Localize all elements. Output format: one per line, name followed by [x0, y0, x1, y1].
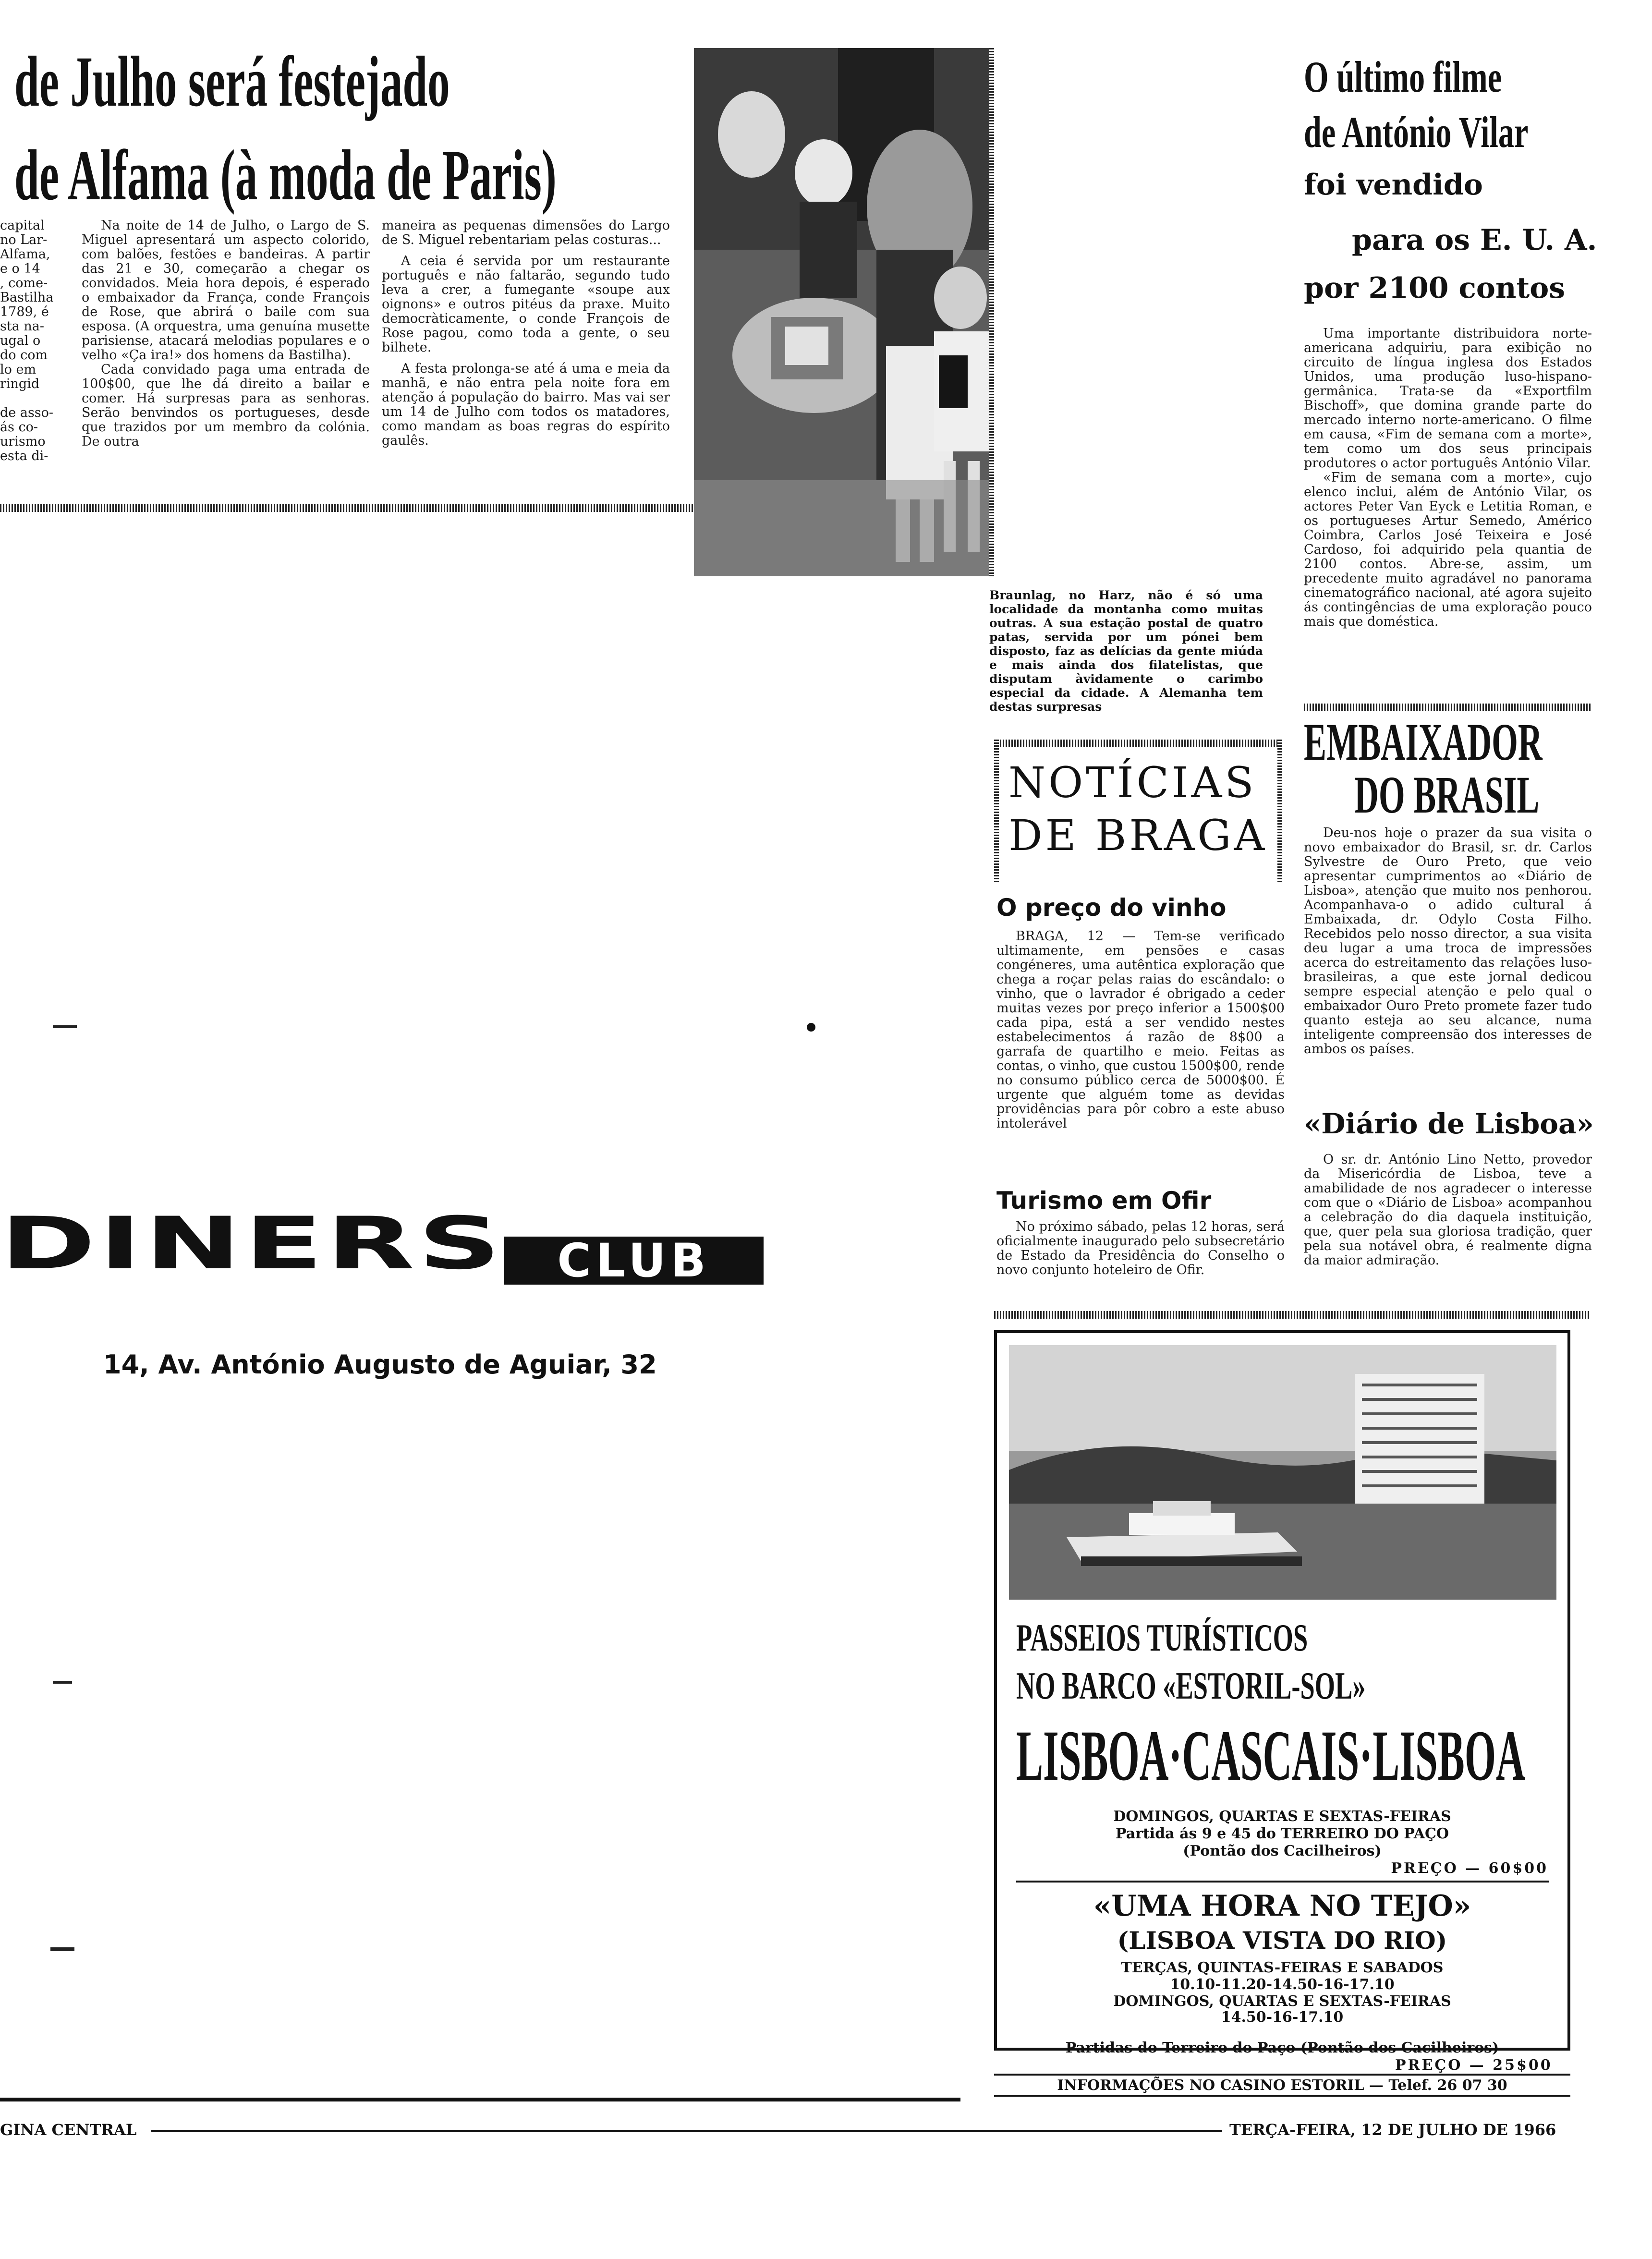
article-paragraph: Cada convidado paga uma entrada de 100$00, que lhe dá direito a bailar e comer. Há surpresas para as senhoras. Serão benvindos os portugueses, desde que trazidos por um membro da colónia. De outra: [82, 362, 370, 449]
estoril-ad: [994, 1330, 1570, 2051]
diners-logo-text: DINERS: [0, 1202, 504, 1286]
article-paragraph: Na noite de 14 de Julho, o Largo de S. Miguel apresentará um aspecto colorido, com balões, festões e bandeiras. A partir das 21 e 30, começarão a chegar os convidados. Meia hora depois, é esperado o embaixador da França, conde François de Rose, que abrirá o baile com sua esposa. (A orquestra, uma genuína musette parisiense, atacará melodias populares e o velho «Ça ira!» dos homens da Bastilha).: [82, 218, 370, 363]
braga-box-line1: NOTÍCIAS: [1008, 758, 1257, 807]
braga-box-line2: DE BRAGA: [1008, 811, 1268, 860]
diners-address: 14, Av. António Augusto de Aguiar, 32: [103, 1349, 657, 1380]
ad-divider: [994, 2095, 1570, 2097]
article-cut-line: [0, 391, 58, 406]
article-cut-line: capital: [0, 218, 45, 233]
diario-body: [1304, 1153, 1592, 1268]
ad-line-days-2: TERÇAS, QUINTAS-FEIRAS E SABADOS: [1121, 1959, 1444, 1976]
braga-subhead-ofir: Turismo em Ofir: [996, 1187, 1212, 1215]
article-paragraph: No próximo sábado, pelas 12 horas, será oficialmente inaugurado pelo subsecretário de Estado da Presidência do Conselho o novo conjunto hoteleiro de Ofir.: [996, 1219, 1285, 1277]
vilar-title-1: O último filme: [1304, 52, 1502, 101]
article-paragraph: BRAGA, 12 — Tem-se verificado ultimamente, em pensões e casas congéneres, uma autêntica exploração que chega a roçar pelas raias do escândalo: o vinho, que o lavrador é obrigado a ceder muitas vezes por preço inferior a 1500$00 cada pipa, está a ser vendido nestes estabelecimentos á razão de 8$00 a garrafa de quartilho e meio. Feitas as contas, o vinho, que custou 1500$00, rende no consumo público cerca de 5000$00. É urgente que alguém tome as devidas providências para pôr cobro a este abuso intolerável: [996, 929, 1285, 1131]
article-cut-line: e o 14: [0, 261, 40, 276]
ad-price-2: PREÇO — 25$00: [1395, 2057, 1553, 2074]
club-logo-box: [504, 1234, 764, 1287]
section-rule: [1304, 704, 1592, 711]
vilar-title-2: de António Vilar: [1304, 108, 1529, 157]
footer-left: GINA CENTRAL: [0, 2121, 137, 2139]
ad-line-days-3: DOMINGOS, QUARTAS E SEXTAS-FEIRAS: [1113, 1993, 1451, 2010]
article-cut-line: ringid: [0, 376, 40, 391]
column-rule: [989, 48, 994, 576]
article-paragraph: O sr. dr. António Lino Netto, provedor da Misericórdia de Lisboa, teve a amabilidade de nos agradecer o interesse com que o «Diário de Lisboa» acompanhou a celebração do dia daquela instituição, que, quer pela sua gloriosa tradição, quer pela sua notável obra, é realmente digna da maior admiração.: [1304, 1152, 1592, 1268]
photo-caption: Braunlag, no Harz, não é só uma localidade da montanha como muitas outras. A sua estação postal de quatro patas, servida por um pónei bem disposto, faz as delícias da gente miúda e mais ainda dos filatelistas, que disputam àvidamente o carimbo especial da cidade. A Alemanha tem destas surpresas: [989, 588, 1263, 714]
ad-bottom-rule: [0, 2098, 960, 2101]
vilar-title-5: por 2100 contos: [1304, 271, 1566, 305]
article-paragraph: A ceia é servida por um restaurante português e não faltarão, segundo tudo leva a crer, a fumegante «soupe aux oignons» e outros pitéus da praxe. Muito democràticamente, o conde François de Rose pagou, como toda a gente, o seu bilhete.: [382, 254, 670, 355]
braga-body-2: [996, 1220, 1285, 1277]
print-speck: [807, 1023, 815, 1032]
embaixador-title-2: DO BRASIL: [1354, 765, 1540, 824]
footer-rule: [151, 2130, 1222, 2132]
article-paragraph: A festa prolonga-se até á uma e meia da manhã, e não entra pela noite fora em atenção á população do bairro. Mas vai ser um 14 de Julho com todos os matadores, como mandam as boas regras do espírito gaulês.: [382, 361, 670, 448]
ad-line-passeios: PASSEIOS TURÍSTICOS: [1016, 1617, 1308, 1659]
ad-line-barco: NO BARCO «ESTORIL-SOL»: [1016, 1665, 1366, 1707]
headline-line2: de Alfama (à moda de Paris): [14, 135, 557, 215]
vilar-title-3: foi vendido: [1304, 168, 1483, 202]
ad-divider: [1016, 1881, 1549, 1882]
ad-line-times-2: 14.50-16-17.10: [1221, 2009, 1344, 2026]
braga-body-1: [996, 929, 1285, 1131]
ad-line-partidas: Partidas do Terreiro do Paço (Pontão dos Cacilheiros): [1065, 2040, 1499, 2056]
article-cut-line: ás co-: [0, 420, 38, 435]
article-cut-line: ugal o: [0, 333, 41, 348]
hotel-photo: [1009, 1345, 1556, 1600]
club-logo-text: CLUB: [557, 1234, 711, 1287]
braga-subhead-wine: O preço do vinho: [996, 894, 1227, 922]
article-cut-line: sta na-: [0, 319, 44, 334]
ad-line-departure: Partida ás 9 e 45 do TERREIRO DO PAÇO: [1115, 1825, 1449, 1842]
article-cut-line: de asso-: [0, 405, 54, 420]
vilar-title-4: para os E. U. A.: [1352, 223, 1597, 257]
article-cut-line: Bastilha: [0, 290, 54, 305]
ad-line-route: LISBOA·CASCAIS·LISBOA: [1016, 1716, 1525, 1796]
ad-line-days-1: DOMINGOS, QUARTAS E SEXTAS-FEIRAS: [1113, 1808, 1451, 1825]
article-paragraph: «Fim de semana com a morte», cujo elenco inclui, além de António Vilar, os actores Peter Van Eyck e Letitia Roman, e os portugueses Artur Semedo, Américo Coimbra, Carlos José Teixeira e José Cardoso, foi adquirido pela quantia de 2100 contos. Abre-se, assim, um precedente muito agradável no panorama cinematográfico nacional, até agora sujeito ás contingências de uma exploração pouco mais que doméstica.: [1304, 470, 1592, 629]
article-cut-line: , come-: [0, 276, 48, 291]
ad-line-hora-tejo: «UMA HORA NO TEJO»: [1093, 1889, 1471, 1923]
ad-line-info: INFORMAÇÕES NO CASINO ESTORIL — Telef. 26 07 30: [1057, 2077, 1507, 2094]
news-photo: [694, 48, 989, 576]
footer-date: TERÇA-FEIRA, 12 DE JULHO DE 1966: [1229, 2121, 1556, 2139]
article-cut-line: esta di-: [0, 449, 49, 463]
print-speck: [53, 1025, 77, 1028]
ad-line-vista-rio: (LISBOA VISTA DO RIO): [1117, 1926, 1447, 1955]
ad-line-pier: (Pontão dos Cacilheiros): [1183, 1843, 1382, 1859]
article-cut-line: Alfama,: [0, 247, 50, 262]
article-paragraph: Deu-nos hoje o prazer da sua visita o novo embaixador do Brasil, sr. dr. Carlos Sylvestre de Ouro Preto, que veio apresentar cumprimentos ao «Diário de Lisboa», atenção que muito nos penhorou. Acompanhava-o o adido cultural á Embaixada, dr. Odylo Costa Filho. Recebidos pelo nosso director, a sua visita deu lugar a uma troca de impressões acerca do estreitamento das relações luso-brasileiras, a que este jornal dedicou sempre especial atenção e pelo qual o embaixador Ouro Preto promete fazer tudo quanto esteja ao seu alcance, numa inteligente compreensão dos interesses de ambos os países.: [1304, 826, 1592, 1057]
ad-price-1: PREÇO — 60$00: [1391, 1860, 1548, 1877]
article-paragraph: Uma importante distribuidora norte-americana adquiriu, para exibição no circuito de língua inglesa dos Estados Unidos, uma produção luso-hispano-germânica. Trata-se da «Exportfilm Bischoff», que domina grande parte do mercado interno norte-americano. O filme em causa, «Fim de semana com a morte», tem como um dos seus principais produtores o actor português António Vilar.: [1304, 326, 1592, 471]
print-speck: [50, 1947, 74, 1951]
headline-line1: de Julho será festejado: [14, 42, 450, 121]
photo-children-pony-icon: [694, 48, 989, 576]
article-cut-line: 1789, é: [0, 304, 49, 319]
article-col-1: [82, 219, 370, 449]
ad-line-times-1: 10.10-11.20-14.50-16-17.10: [1170, 1976, 1395, 1993]
ad-divider: [994, 2074, 1570, 2076]
braga-box: [994, 740, 1282, 884]
embaixador-title-1: EMBAIXADOR: [1304, 713, 1543, 771]
article-cut-line: urismo: [0, 434, 46, 449]
hotel-boat-photo-icon: [1009, 1345, 1556, 1600]
article-col-2: [382, 219, 670, 448]
embaixador-body: [1304, 826, 1592, 1057]
article-cut-line: do com: [0, 348, 48, 363]
diario-title: «Diário de Lisboa»: [1304, 1107, 1594, 1140]
section-rule: [994, 1311, 1590, 1319]
article-paragraph: maneira as pequenas dimensões do Largo de S. Miguel rebentariam pelas costuras...: [382, 218, 670, 247]
vilar-body: [1304, 327, 1592, 629]
article-cut-line: no Lar-: [0, 232, 48, 247]
article-col-cut: [0, 219, 58, 463]
article-cut-line: lo em: [0, 362, 36, 377]
print-speck: [53, 1681, 72, 1684]
